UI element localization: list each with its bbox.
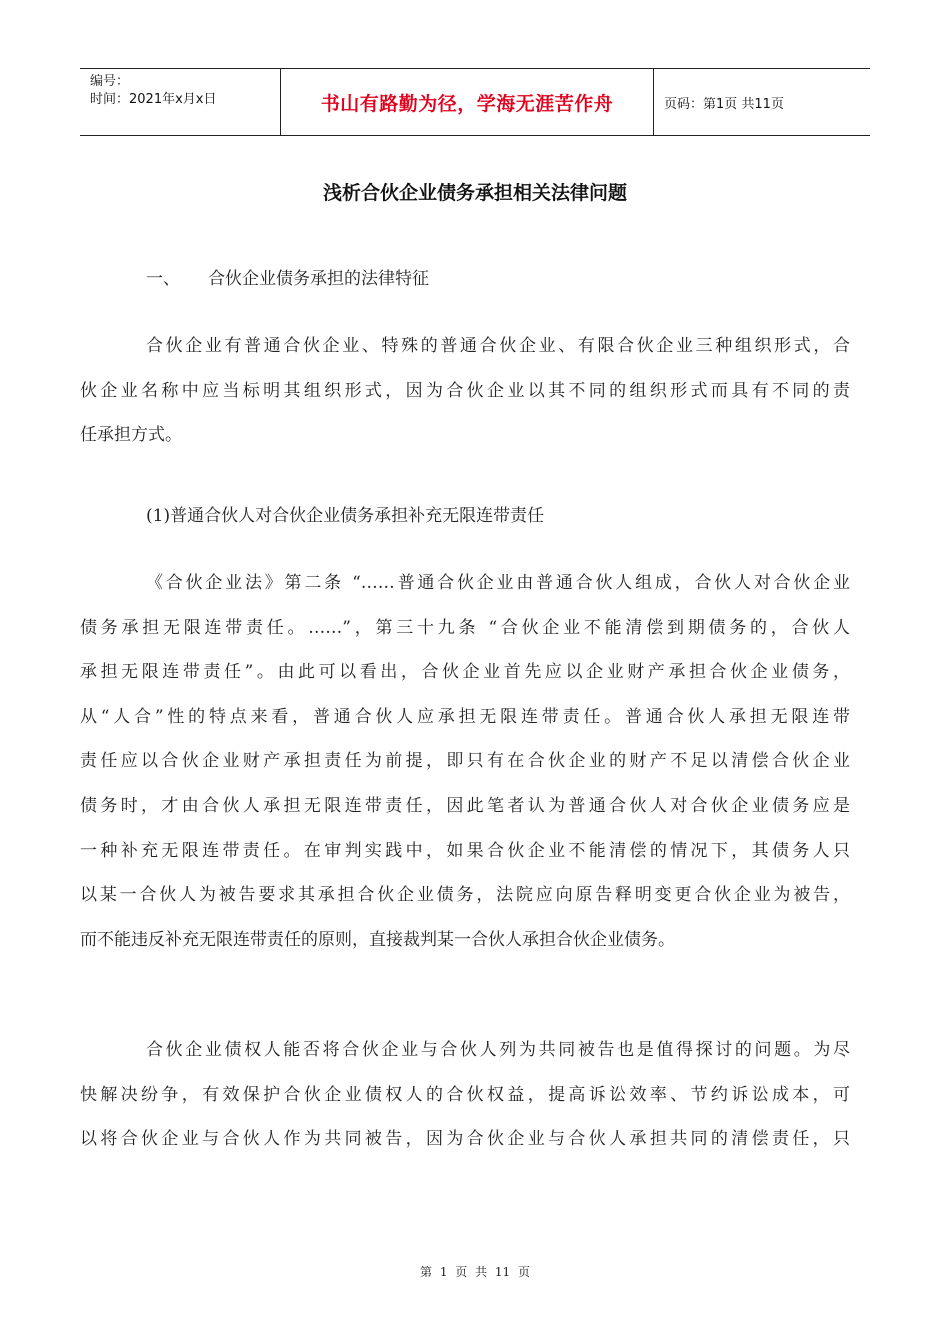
- paragraph-line: 《合伙企业法》第二条 “……普通合伙企业由普通合伙人组成，合伙人对合伙企业: [146, 573, 850, 593]
- paragraph-line: 伙企业名称中应当标明其组织形式，因为合伙企业以其不同的组织形式而具有不同的责: [80, 380, 850, 401]
- paragraph-line: 以某一合伙人为被告要求其承担合伙企业债务，法院应向原告释明变更合伙企业为被告，: [80, 885, 850, 906]
- paragraph-line: 责任应以合伙企业财产承担责任为前提，即只有在合伙企业的财产不足以清偿合伙企业: [80, 751, 850, 772]
- document-title: 浅析合伙企业债务承担相关法律问题: [322, 182, 627, 204]
- section-heading: [146, 264, 429, 289]
- paragraph-line: 从“人合”性的特点来看，普通合伙人应承担无限连带责任。普通合伙人承担无限连带: [80, 706, 850, 727]
- header-motto: 书山有路勤为径，学海无涯苦作舟: [281, 69, 654, 135]
- paragraph-line: 债务时，才由合伙人承担无限连带责任，因此笔者认为普通合伙人对合伙企业债务应是: [80, 795, 850, 816]
- paragraph-line: 一种补充无限连带责任。在审判实践中，如果合伙企业不能清偿的情况下，其债务人只: [80, 840, 850, 861]
- paragraph-1: [80, 324, 850, 458]
- date-label: 时间：2021年x月x日: [90, 92, 217, 107]
- paragraph-3: [80, 1028, 850, 1162]
- subheading-1: (1)普通合伙人对合伙企业债务承担补充无限连带责任: [146, 506, 545, 526]
- number-label: 编号：: [90, 74, 130, 89]
- header-page-info: 页码：第1页 共11页: [664, 96, 784, 112]
- paragraph-line: 以将合伙企业与合伙人作为共同被告，因为合伙企业与合伙人承担共同的清偿责任，只: [80, 1129, 850, 1150]
- paragraph-line: 债务承担无限连带责任。……”，第三十九条 “合伙企业不能清偿到期债务的，合伙人: [80, 617, 850, 638]
- paragraph-line: 合伙企业债权人能否将合伙企业与合伙人列为共同被告也是值得探讨的问题。为尽: [146, 1040, 850, 1060]
- paragraph-line: 而不能违反补充无限连带责任的原则，直接裁判某一合伙人承担合伙企业债务。: [80, 929, 675, 950]
- paragraph-2: [80, 561, 850, 962]
- header-meta-cell: [80, 69, 281, 135]
- page-footer: 第 1 页 共 11 页: [420, 1265, 530, 1279]
- paragraph-line: 承担无限连带责任”。由此可以看出，合伙企业首先应以企业财产承担合伙企业债务，: [80, 662, 850, 683]
- paragraph-line: 快解决纷争，有效保护合伙企业债权人的合伙权益，提高诉讼效率、节约诉讼成本，可: [80, 1084, 850, 1105]
- header-table: [80, 68, 870, 136]
- section-heading-text: 合伙企业债务承担的法律特征: [208, 269, 429, 289]
- paragraph-line: 任承担方式。: [80, 425, 182, 446]
- paragraph-line: 合伙企业有普通合伙企业、特殊的普通合伙企业、有限合伙企业三种组织形式，合: [146, 336, 850, 356]
- section-heading-number: 一、: [146, 269, 180, 289]
